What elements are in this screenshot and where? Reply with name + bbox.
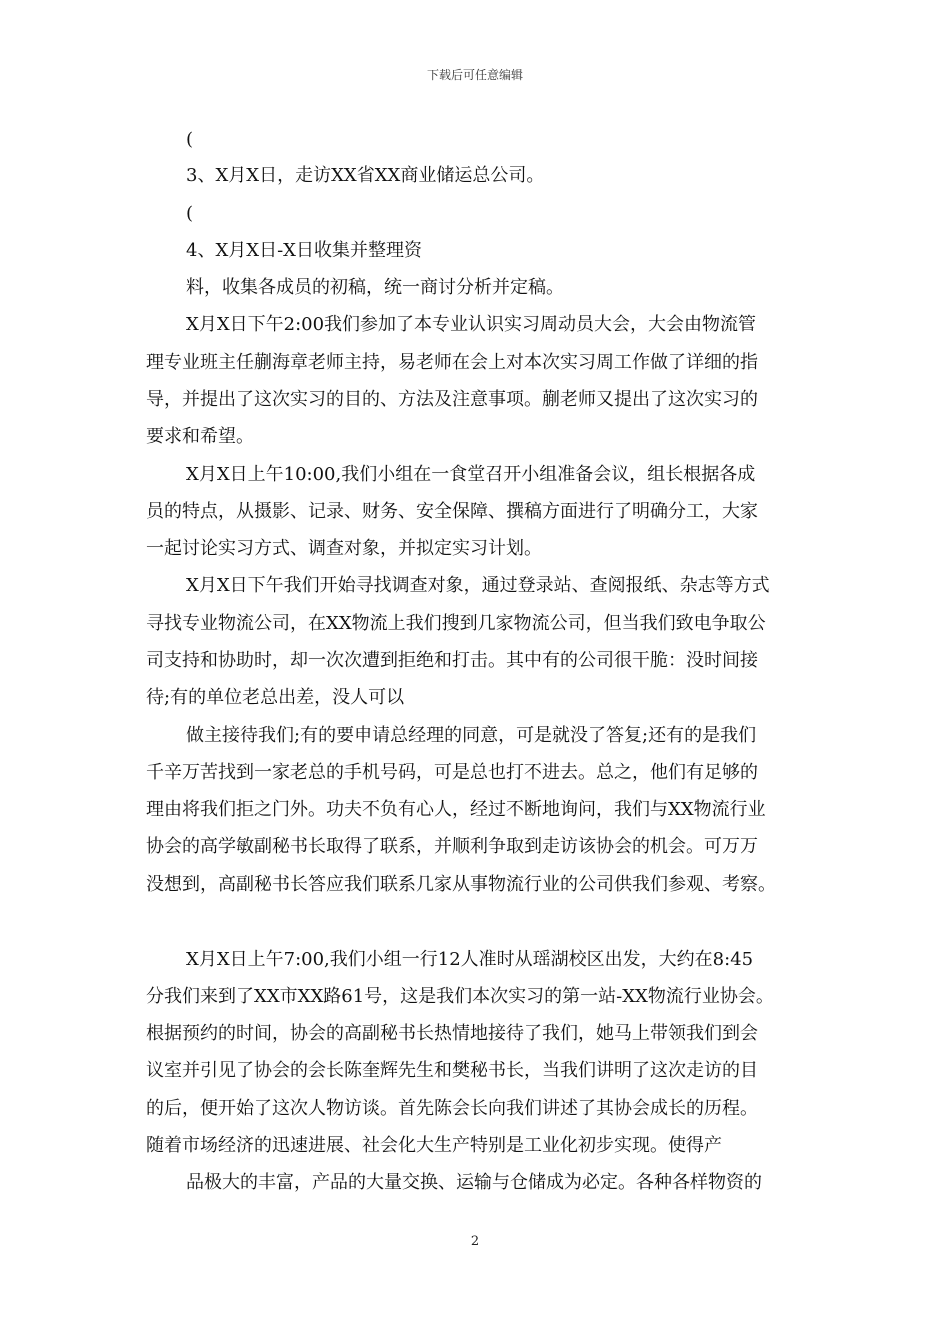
- text-line: X月X日下午我们开始寻找调查对象，通过登录站、查阅报纸、杂志等方式: [186, 575, 770, 596]
- page-number: 2: [470, 1234, 480, 1249]
- text-line: 的后，便开始了这次人物访谈。首先陈会长向我们讲述了其协会成长的历程。: [146, 1098, 758, 1119]
- text-line: 做主接待我们;有的要申请总经理的同意，可是就没了答复;还有的是我们: [186, 725, 757, 746]
- text-line: 理由将我们拒之门外。功夫不负有心人，经过不断地询问，我们与XX物流行业: [146, 799, 766, 820]
- text-line: 千辛万苦找到一家老总的手机号码，可是总也打不进去。总之，他们有足够的: [146, 762, 758, 783]
- text-line: (: [186, 203, 194, 224]
- text-line: 要求和希望。: [146, 426, 254, 447]
- text-line: 分我们来到了XX市XX路61号，这是我们本次实习的第一站-XX物流行业协会。: [146, 986, 774, 1007]
- page-header: 下载后可任意编辑: [426, 68, 523, 82]
- text-line: 司支持和协助时，却一次次遭到拒绝和打击。其中有的公司很干脆：没时间接: [146, 650, 758, 671]
- text-line: 一起讨论实习方式、调查对象，并拟定实习计划。: [146, 538, 542, 559]
- text-line: 没想到，高副秘书长答应我们联系几家从事物流行业的公司供我们参观、考察。: [146, 874, 776, 895]
- text-line: 4、X月X日-X日收集并整理资: [186, 240, 422, 261]
- text-line: 根据预约的时间，协会的高副秘书长热情地接待了我们，她马上带领我们到会: [146, 1023, 758, 1044]
- text-line: 员的特点，从摄影、记录、财务、安全保障、撰稿方面进行了明确分工，大家: [146, 501, 758, 522]
- text-line: 3、X月X日，走访XX省XX商业储运总公司。: [186, 165, 545, 186]
- text-line: X月X日下午2:00我们参加了本专业认识实习周动员大会，大会由物流管: [186, 314, 757, 335]
- text-line: 随着市场经济的迅速进展、社会化大生产特别是工业化初步实现。使得产: [146, 1135, 722, 1156]
- text-line: 寻找专业物流公司，在XX物流上我们搜到几家物流公司，但当我们致电争取公: [146, 613, 766, 634]
- text-line: 议室并引见了协会的会长陈奎辉先生和樊秘书长，当我们讲明了这次走访的目: [146, 1060, 758, 1081]
- text-line: 料，收集各成员的初稿，统一商讨分析并定稿。: [186, 277, 564, 298]
- text-line: 待;有的单位老总出差，没人可以: [146, 687, 405, 708]
- text-line: (: [186, 129, 194, 150]
- text-line: 导，并提出了这次实习的目的、方法及注意事项。蒯老师又提出了这次实习的: [146, 389, 758, 410]
- text-line: 理专业班主任蒯海章老师主持，易老师在会上对本次实习周工作做了详细的指: [146, 352, 758, 373]
- text-line: X月X日上午10:00,我们小组在一食堂召开小组准备会议，组长根据各成: [186, 464, 756, 485]
- text-line: X月X日上午7:00,我们小组一行12人准时从瑶湖校区出发，大约在8:45: [186, 949, 754, 970]
- text-line: 协会的高学敏副秘书长取得了联系，并顺利争取到走访该协会的机会。可万万: [146, 836, 758, 857]
- text-line: 品极大的丰富，产品的大量交换、运输与仓储成为必定。各种各样物资的: [186, 1172, 762, 1193]
